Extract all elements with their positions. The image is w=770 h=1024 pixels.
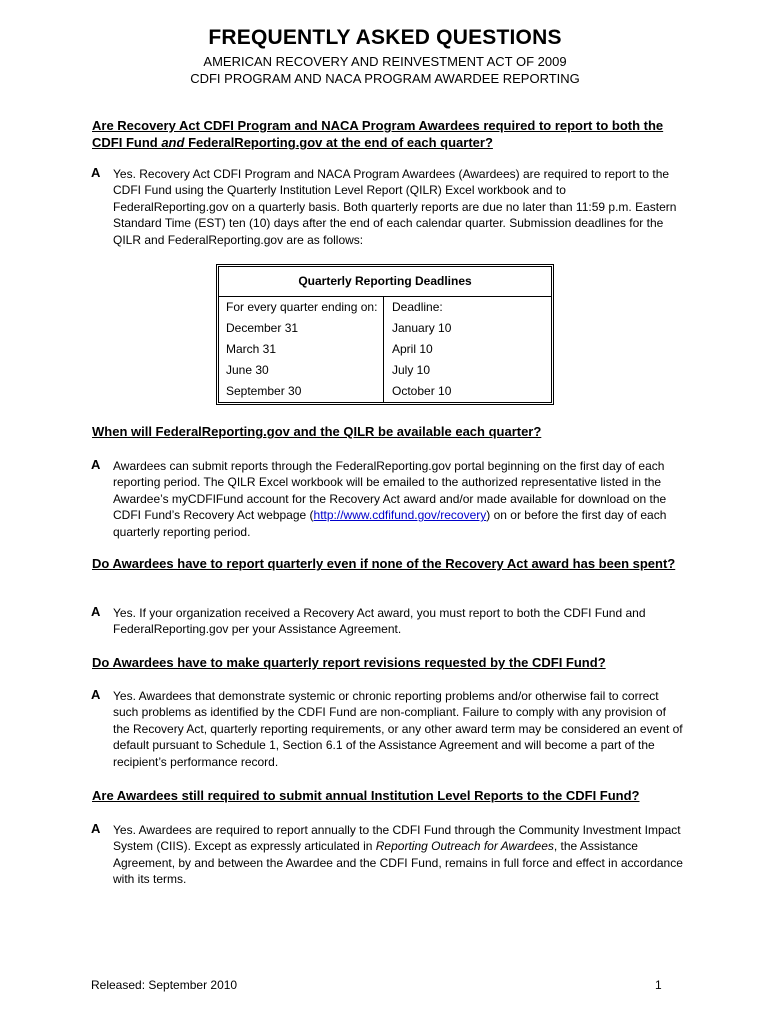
faq-answer-4: Yes. Awardees that demonstrate systemic or chronic reporting problems and/or otherwise fail to correct such problems as identified by the CDFI Fund are non-compliant. Failure to comply with any provision of the Recovery Act, quarterly reporting requirements, or any other award term may be considered an event of default pursuant to Schedule 1, Section 6.1 of the Assistance Agreement and will become a part of the recipient’s performance record.: [113, 689, 683, 769]
deadlines-table-title: Quarterly Reporting Deadlines: [219, 267, 551, 297]
table-row: [219, 381, 551, 402]
answer-marker-3: A: [91, 604, 101, 619]
faq-question-1: Are Recovery Act CDFI Program and NACA Program Awardees required to report to both the CDFI Fund and FederalReporting.gov at the end of each quarter?: [92, 118, 664, 150]
page-title: FREQUENTLY ASKED QUESTIONS: [208, 26, 562, 49]
quarter-end-cell: September 30: [219, 381, 384, 402]
faq-question-3: Do Awardees have to report quarterly even if none of the Recovery Act award has been spent?: [92, 556, 676, 571]
faq-answer-2: Awardees can submit reports through the FederalReporting.gov portal beginning on the first day of each reporting period. The QILR Excel workbook will be emailed to the authorized representative listed in the Awardee’s myCDFIFund account for the Recovery Act award and/or made available for download on the CDFI Fund’s Recovery Act webpage (http://www.cdfifund.gov/recovery) on or before the first day of each quarterly reporting period.: [113, 459, 667, 539]
answer-marker-5: A: [91, 821, 101, 836]
quarter-end-cell: June 30: [219, 360, 384, 381]
page-subtitle-program: CDFI PROGRAM AND NACA PROGRAM AWARDEE REPORTING: [190, 71, 580, 86]
answer-marker-2: A: [91, 457, 101, 472]
release-date: Released: September 2010: [91, 978, 238, 992]
answer-marker-4: A: [91, 687, 101, 702]
page-subtitle-act: AMERICAN RECOVERY AND REINVESTMENT ACT OF 2009: [203, 54, 567, 69]
col-header-quarter: For every quarter ending on:: [219, 297, 384, 318]
deadline-cell: January 10: [392, 321, 452, 335]
faq-question-2: When will FederalReporting.gov and the QILR be available each quarter?: [92, 424, 542, 439]
deadline-cell: October 10: [392, 384, 452, 398]
faq-answer-3: Yes. If your organization received a Recovery Act award, you must report to both the CDFI Fund and FederalReporting.gov per your Assistance Agreement.: [113, 606, 646, 637]
faq-question-5: Are Awardees still required to submit annual Institution Level Reports to the CDFI Fund?: [92, 788, 640, 803]
deadline-cell: April 10: [392, 342, 433, 356]
deadlines-table-header-row: [219, 297, 551, 318]
table-row: [219, 339, 551, 360]
faq-question-4: Do Awardees have to make quarterly report revisions requested by the CDFI Fund?: [92, 655, 606, 670]
col-header-deadline: Deadline:: [392, 300, 443, 314]
faq-answer-5: Yes. Awardees are required to report annually to the CDFI Fund through the Community Investment Impact System (CIIS). Except as expressly articulated in Reporting Outreach for Awardees, the Assistance Agreement, by and between the Awardee and the CDFI Fund, remains in full force and effect in accordance with its terms.: [113, 823, 683, 887]
quarter-end-cell: December 31: [219, 318, 384, 339]
page-number: 1: [655, 978, 662, 992]
quarter-end-cell: March 31: [219, 339, 384, 360]
cdfi-recovery-link[interactable]: http://www.cdfifund.gov/recovery: [313, 508, 487, 523]
table-row: [219, 360, 551, 381]
faq-answer-1: Yes. Recovery Act CDFI Program and NACA Program Awardees (Awardees) are required to report to the CDFI Fund using the Quarterly Institution Level Report (QILR) Excel workbook and to FederalReporting.gov on a quarterly basis. Both quarterly reports are due no later than 11:59 p.m. Eastern Standard Time (EST) ten (10) days after the end of each calendar quarter. Submission deadlines for the QILR and FederalReporting.gov are as follows:: [113, 167, 677, 247]
answer-marker-1: A: [91, 165, 101, 180]
deadlines-table: [216, 264, 554, 405]
deadline-cell: July 10: [392, 363, 431, 377]
table-row: [219, 318, 551, 339]
